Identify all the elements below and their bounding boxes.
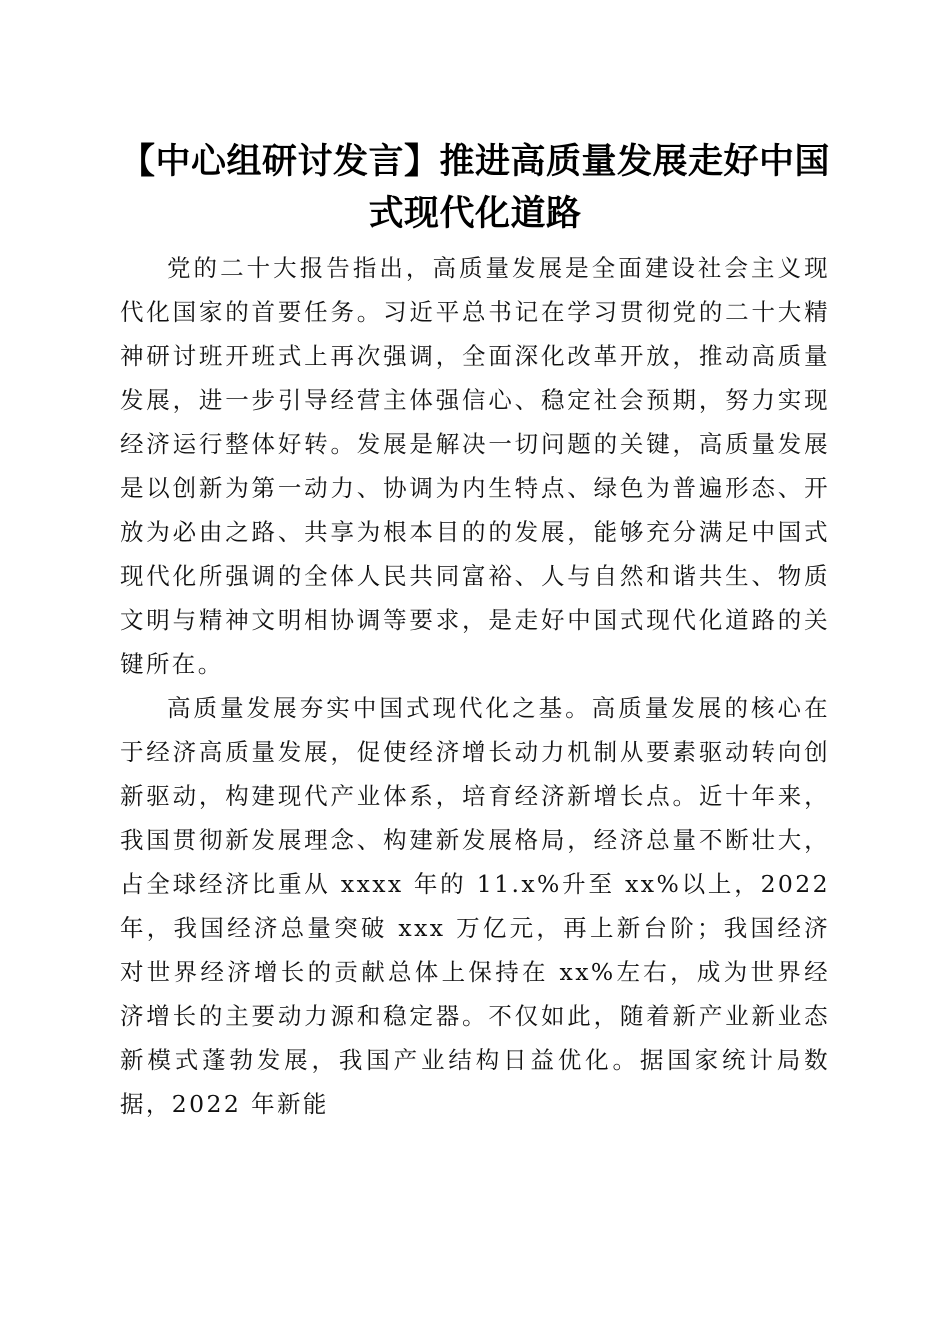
body-paragraph: 高质量发展夯实中国式现代化之基。高质量发展的核心在于经济高质量发展，促使经济增长动力机制从要素驱动转向创新驱动，构建现代产业体系，培育经济新增长点。近十年来，我国贯彻新发展理念、构建新发展格局，经济总量不断壮大，占全球经济比重从 xxxx 年的 11.x%升至 xx%以上，2022 年，我国经济总量突破 xxx 万亿元，再上新台阶；我国经济对世界经济增长的贡献总体上保持在 xx%左右，成为世界经济增长的主要动力源和稳定器。不仅如此，随着新产业新业态新模式蓬勃发展，我国产业结构日益优化。据国家统计局数据，2022 年新能 (120, 694, 830, 1118)
body-paragraph: 党的二十大报告指出，高质量发展是全面建设社会主义现代化国家的首要任务。习近平总书记在学习贯彻党的二十大精神研讨班开班式上再次强调，全面深化改革开放，推动高质量发展，进一步引导经营主体强信心、稳定社会预期，努力实现经济运行整体好转。发展是解决一切问题的关键，高质量发展是以创新为第一动力、协调为内生特点、绿色为普遍形态、开放为必由之路、共享为根本目的的发展，能够充分满足中国式现代化所强调的全体人民共同富裕、人与自然和谐共生、物质文明与精神文明相协调等要求，是走好中国式现代化道路的关键所在。 (120, 254, 830, 678)
document-body (120, 246, 830, 1126)
document-title: 【中心组研讨发言】推进高质量发展走好中国式现代化道路 (119, 141, 830, 234)
